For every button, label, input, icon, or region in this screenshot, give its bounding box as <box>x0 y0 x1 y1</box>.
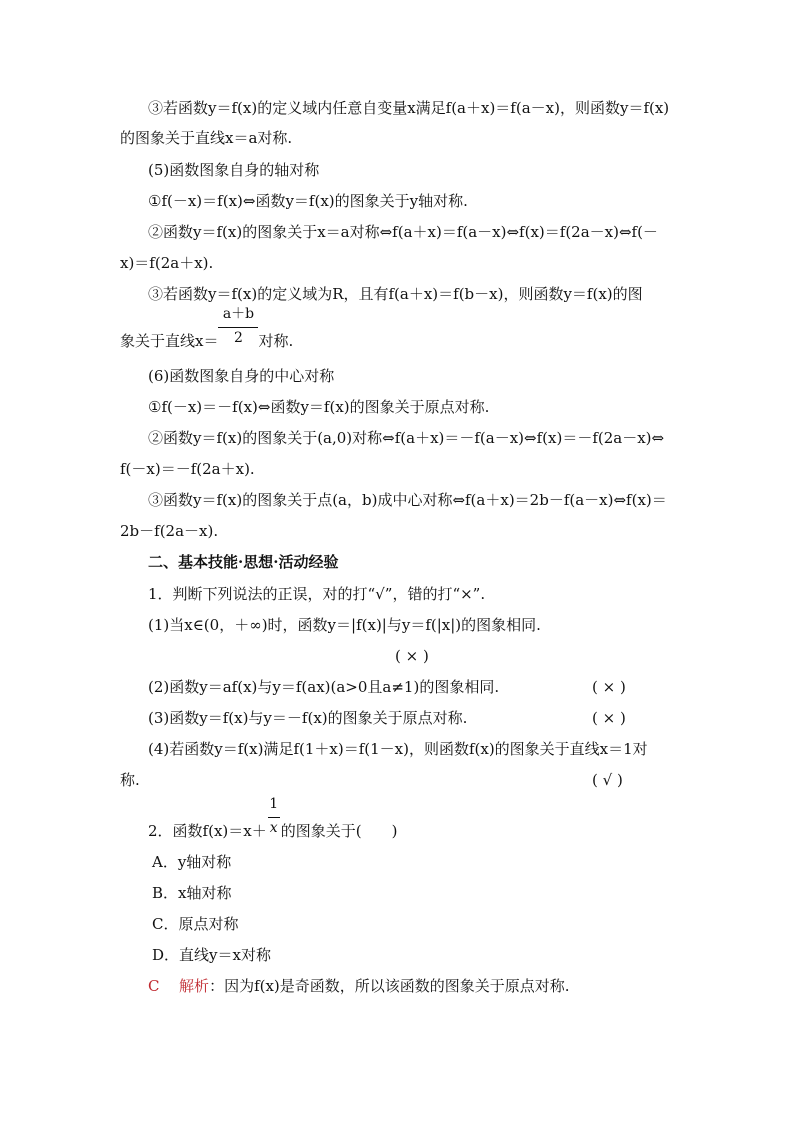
section-title: 二、基本技能·思想·活动经验 <box>148 553 339 571</box>
text-line: ③若函数y＝f(x)的定义域为R，且有f(a＋x)＝f(b－x)，则函数y＝f(x)的图 <box>148 285 643 303</box>
text-line: ①f(－x)＝f(x)⇔函数y＝f(x)的图象关于y轴对称. <box>148 192 468 210</box>
text-segment: 象关于直线x＝ <box>120 332 219 350</box>
option-c: C．原点对称 <box>152 915 239 933</box>
judgment-item: (4)若函数y＝f(x)满足f(1＋x)＝f(1－x)，则函数f(x)的图象关于直线x＝1对 <box>148 740 648 758</box>
judgment-item: (1)当x∈(0，＋∞)时，函数y＝|f(x)|与y＝f(|x|)的图象相同. <box>148 616 541 634</box>
answer-mark: ( × ) <box>592 709 626 727</box>
text-line: f(－x)＝－f(2a＋x). <box>120 460 255 478</box>
fraction-denominator: x <box>269 820 278 836</box>
fraction-denominator: 2 <box>234 330 243 346</box>
answer-analysis <box>148 976 570 996</box>
fraction-numerator: a＋b <box>222 306 255 322</box>
option-d: D．直线y＝x对称 <box>152 946 271 964</box>
text-line-with-fraction <box>120 306 294 362</box>
fraction <box>267 796 281 842</box>
text-line: ②函数y＝f(x)的图象关于x＝a对称⇔f(a＋x)＝f(a－x)⇔f(x)＝f(2a－x)⇔f(－ <box>148 223 658 241</box>
question-stem: 1．判断下列说法的正误，对的打“√”，错的打“×”. <box>148 585 486 603</box>
text-line: ②函数y＝f(x)的图象关于(a,0)对称⇔f(a＋x)＝－f(a－x)⇔f(x)＝－f(2a－x)⇔ <box>148 429 665 447</box>
answer-mark: ( √ ) <box>592 771 623 789</box>
text-line: 2b－f(2a－x). <box>120 522 219 540</box>
judgment-item: (3)函数y＝f(x)与y＝－f(x)的图象关于原点对称. <box>148 709 468 727</box>
analysis-label: 解析 <box>179 977 210 995</box>
option-b: B．x轴对称 <box>152 884 232 902</box>
text-line: ①f(－x)＝－f(x)⇔函数y＝f(x)的图象关于原点对称. <box>148 398 490 416</box>
text-segment: 的图象关于( ) <box>280 822 398 840</box>
question-stem <box>148 796 398 852</box>
fraction <box>218 306 258 352</box>
subheading: (6)函数图象自身的中心对称 <box>148 367 335 385</box>
fraction-numerator: 1 <box>269 796 279 812</box>
text-line: ③函数y＝f(x)的图象关于点(a，b)成中心对称⇔f(a＋x)＝2b－f(a－x)⇔f(x)＝ <box>148 491 667 509</box>
answer-mark: ( × ) <box>592 678 626 696</box>
option-a: A．y轴对称 <box>152 853 232 871</box>
answer-letter: C <box>148 977 160 995</box>
text-segment: 2．函数f(x)＝x＋ <box>148 822 267 840</box>
text-line: 的图象关于直线x＝a对称. <box>120 129 293 147</box>
analysis-text: ：因为f(x)是奇函数，所以该函数的图象关于原点对称. <box>209 977 570 995</box>
answer-mark: ( × ) <box>395 647 429 665</box>
subheading: (5)函数图象自身的轴对称 <box>148 161 320 179</box>
judgment-item-continuation: 称. <box>120 771 140 789</box>
judgment-item: (2)函数y＝af(x)与y＝f(ax)(a>0且a≠1)的图象相同. <box>148 678 500 696</box>
text-line: ③若函数y＝f(x)的定义域内任意自变量x满足f(a＋x)＝f(a－x)，则函数y＝f(x) <box>148 99 670 117</box>
text-segment: 对称. <box>258 332 294 350</box>
text-line: x)＝f(2a＋x). <box>120 254 214 272</box>
